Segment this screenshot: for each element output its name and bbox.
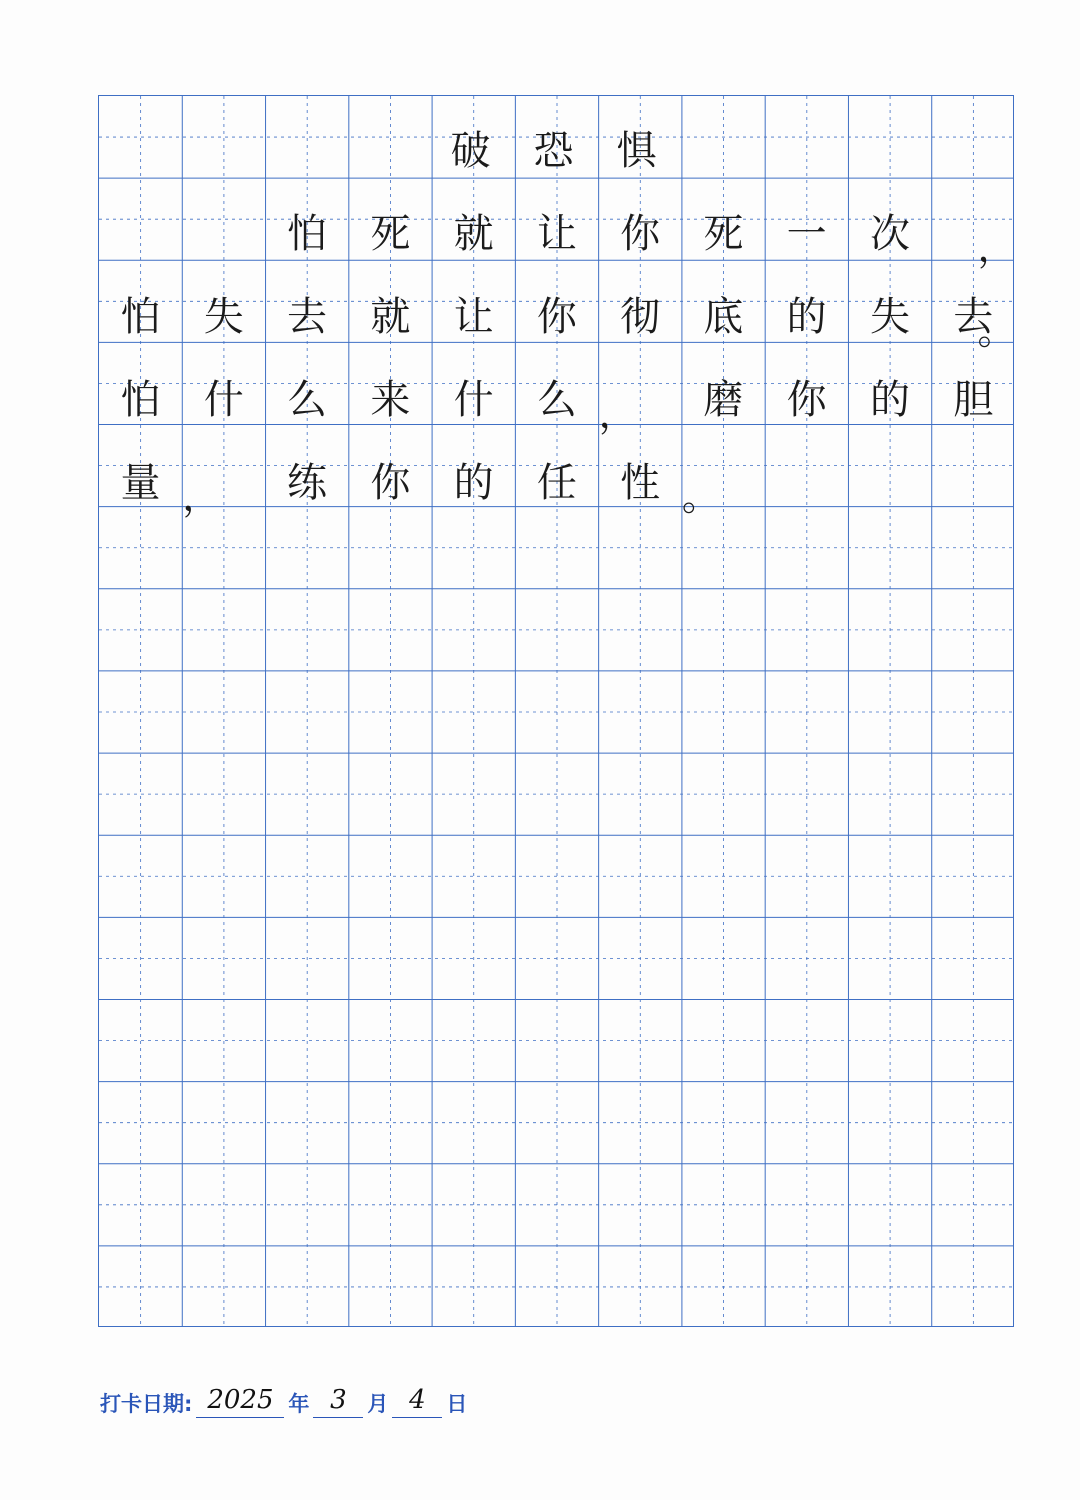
handwritten-char: 的	[786, 294, 827, 340]
text-line	[99, 189, 1016, 272]
handwritten-char: 你	[786, 377, 827, 423]
grid-paper	[98, 95, 1014, 1327]
year-unit: 年	[288, 1392, 310, 1416]
day-value: 4	[392, 1383, 442, 1418]
date-label: 打卡日期:	[100, 1392, 193, 1416]
handwritten-char: 么	[536, 377, 577, 423]
handwritten-char: 你	[370, 460, 411, 506]
handwritten-char: 死	[703, 211, 744, 257]
handwritten-char: 怕	[120, 294, 161, 340]
title-char: 恐	[533, 128, 574, 174]
handwritten-char: 让	[536, 211, 577, 257]
handwritten-char: 就	[370, 294, 411, 340]
handwritten-char: 你	[620, 211, 661, 257]
handwritten-char: 让	[453, 294, 494, 340]
check-in-date	[100, 1378, 467, 1418]
handwritten-char: 的	[453, 460, 494, 506]
punctuation-mark: ，	[182, 475, 221, 519]
punctuation-mark: ，	[977, 226, 1016, 270]
title-row	[99, 106, 1013, 189]
handwritten-char: 胆	[953, 377, 994, 423]
handwritten-char: 量	[120, 460, 161, 506]
handwritten-char: 性	[620, 460, 661, 506]
title-char: 惧	[616, 128, 657, 174]
handwritten-char: 失	[203, 294, 244, 340]
handwritten-char: 去	[287, 294, 328, 340]
day-unit: 日	[446, 1392, 468, 1416]
handwritten-char: 来	[370, 377, 411, 423]
handwritten-char: 么	[287, 377, 328, 423]
handwritten-char: 去	[953, 294, 994, 340]
handwritten-char: 死	[370, 211, 411, 257]
text-line	[99, 438, 1013, 521]
handwritten-char: 怕	[120, 377, 161, 423]
title-char: 破	[450, 128, 491, 174]
handwritten-char: 的	[869, 377, 910, 423]
handwritten-char: 次	[869, 211, 910, 257]
punctuation-mark: 。	[977, 309, 1016, 353]
punctuation-mark: 。	[681, 475, 720, 519]
punctuation-mark: ，	[598, 392, 637, 436]
handwritten-char: 失	[869, 294, 910, 340]
handwritten-char: 底	[703, 294, 744, 340]
handwritten-char: 彻	[620, 294, 661, 340]
handwritten-char: 怕	[287, 211, 328, 257]
month-value: 3	[313, 1383, 363, 1418]
handwritten-char: 你	[536, 294, 577, 340]
year-value: 2025	[196, 1383, 284, 1418]
handwritten-char: 什	[453, 377, 494, 423]
handwritten-char: 什	[203, 377, 244, 423]
handwritten-char: 就	[453, 211, 494, 257]
month-unit: 月	[367, 1392, 389, 1416]
handwritten-char: 任	[536, 460, 577, 506]
text-line	[99, 272, 1016, 355]
handwritten-char: 一	[786, 211, 827, 257]
text-line	[99, 355, 1013, 438]
handwritten-char: 磨	[703, 377, 744, 423]
handwritten-char: 练	[287, 460, 328, 506]
